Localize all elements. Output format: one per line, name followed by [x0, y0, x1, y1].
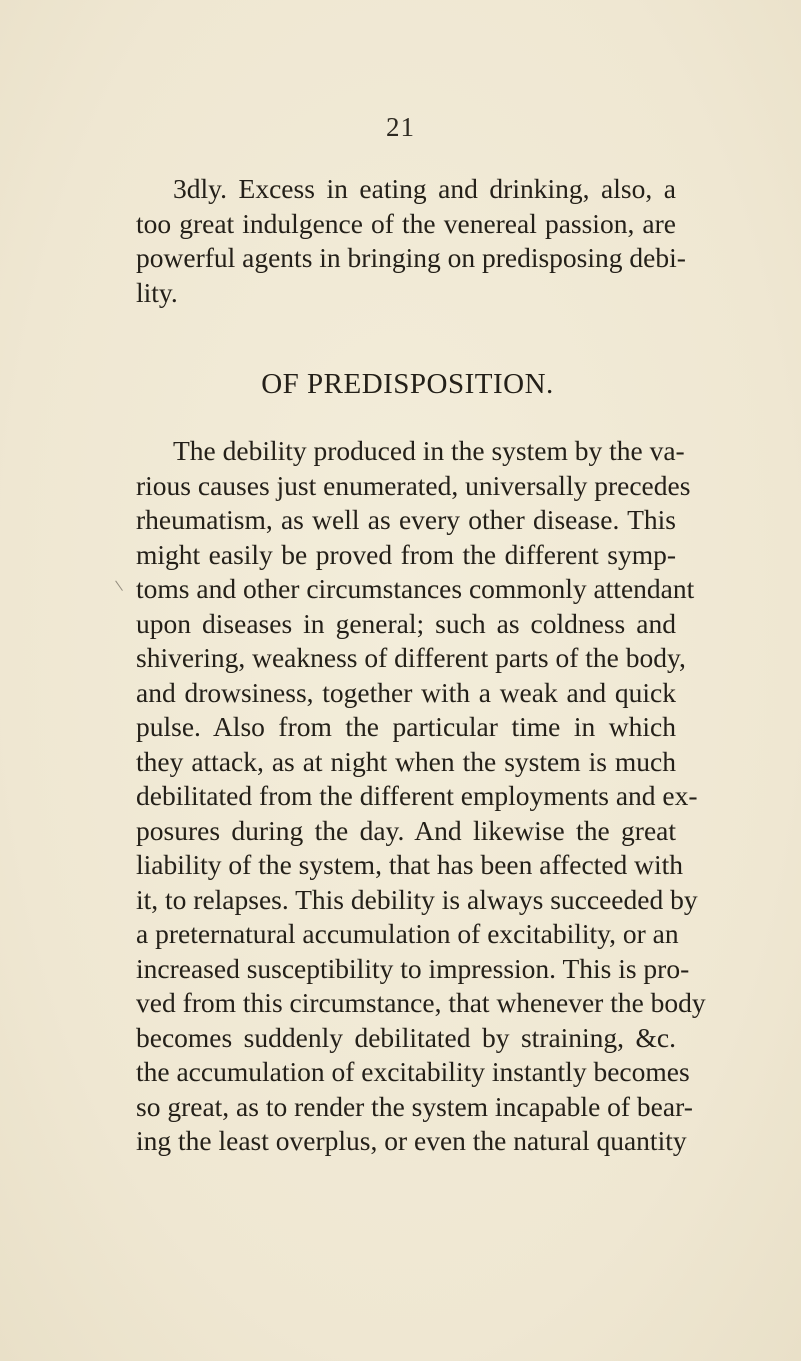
text-line: lity. [136, 276, 178, 308]
text-line: too great indulgence of the venereal passion, are [136, 207, 676, 239]
text-line: and drowsiness, together with a weak and quick [136, 676, 676, 708]
paragraph-predisposition [136, 434, 706, 1159]
text-line: ved from this circumstance, that whenever the body [136, 987, 706, 1018]
text-line: might easily be proved from the different symp- [136, 538, 676, 570]
paragraph-excess [136, 172, 686, 310]
text-line: ing the least overplus, or even the natural quantity [136, 1125, 687, 1156]
text-line: liability of the system, that has been affected with [136, 849, 684, 880]
text-line: shivering, weakness of different parts of the body, [136, 642, 686, 673]
text-line: increased susceptibility to impression. This is pro- [136, 952, 690, 984]
section-heading: OF PREDISPOSITION. [261, 368, 554, 400]
text-line: the accumulation of excitability instantly becomes [136, 1056, 690, 1087]
text-line: pulse. Also from the particular time in which [136, 711, 676, 742]
text-line: rious causes just enumerated, universally precedes [136, 469, 691, 501]
text-line: upon diseases in general; such as coldness and [136, 607, 676, 639]
text-line: powerful agents in bringing on predisposing debi- [136, 242, 686, 273]
text-line: posures during the day. And likewise the great [136, 814, 676, 846]
text-line: toms and other circumstances commonly attendant [136, 573, 695, 604]
text-line: it, to relapses. This debility is always succeeded by [136, 883, 698, 915]
text-line: a preternatural accumulation of excitability, or an [136, 918, 679, 949]
text-line: so great, as to render the system incapable of bear- [136, 1090, 693, 1122]
text-line: debilitated from the different employments and ex- [136, 780, 698, 811]
text-line: rheumatism, as well as every other disease. This [136, 504, 676, 535]
text-line: The debility produced in the system by the va- [173, 435, 685, 466]
margin-mark [115, 577, 128, 591]
text-line: becomes suddenly debilitated by straining, &c. [136, 1021, 676, 1053]
text-line: they attack, as at night when the system is much [136, 745, 676, 777]
text-line: 3dly. Excess in eating and drinking, also, a [173, 173, 676, 204]
page-number: 21 [386, 112, 415, 142]
